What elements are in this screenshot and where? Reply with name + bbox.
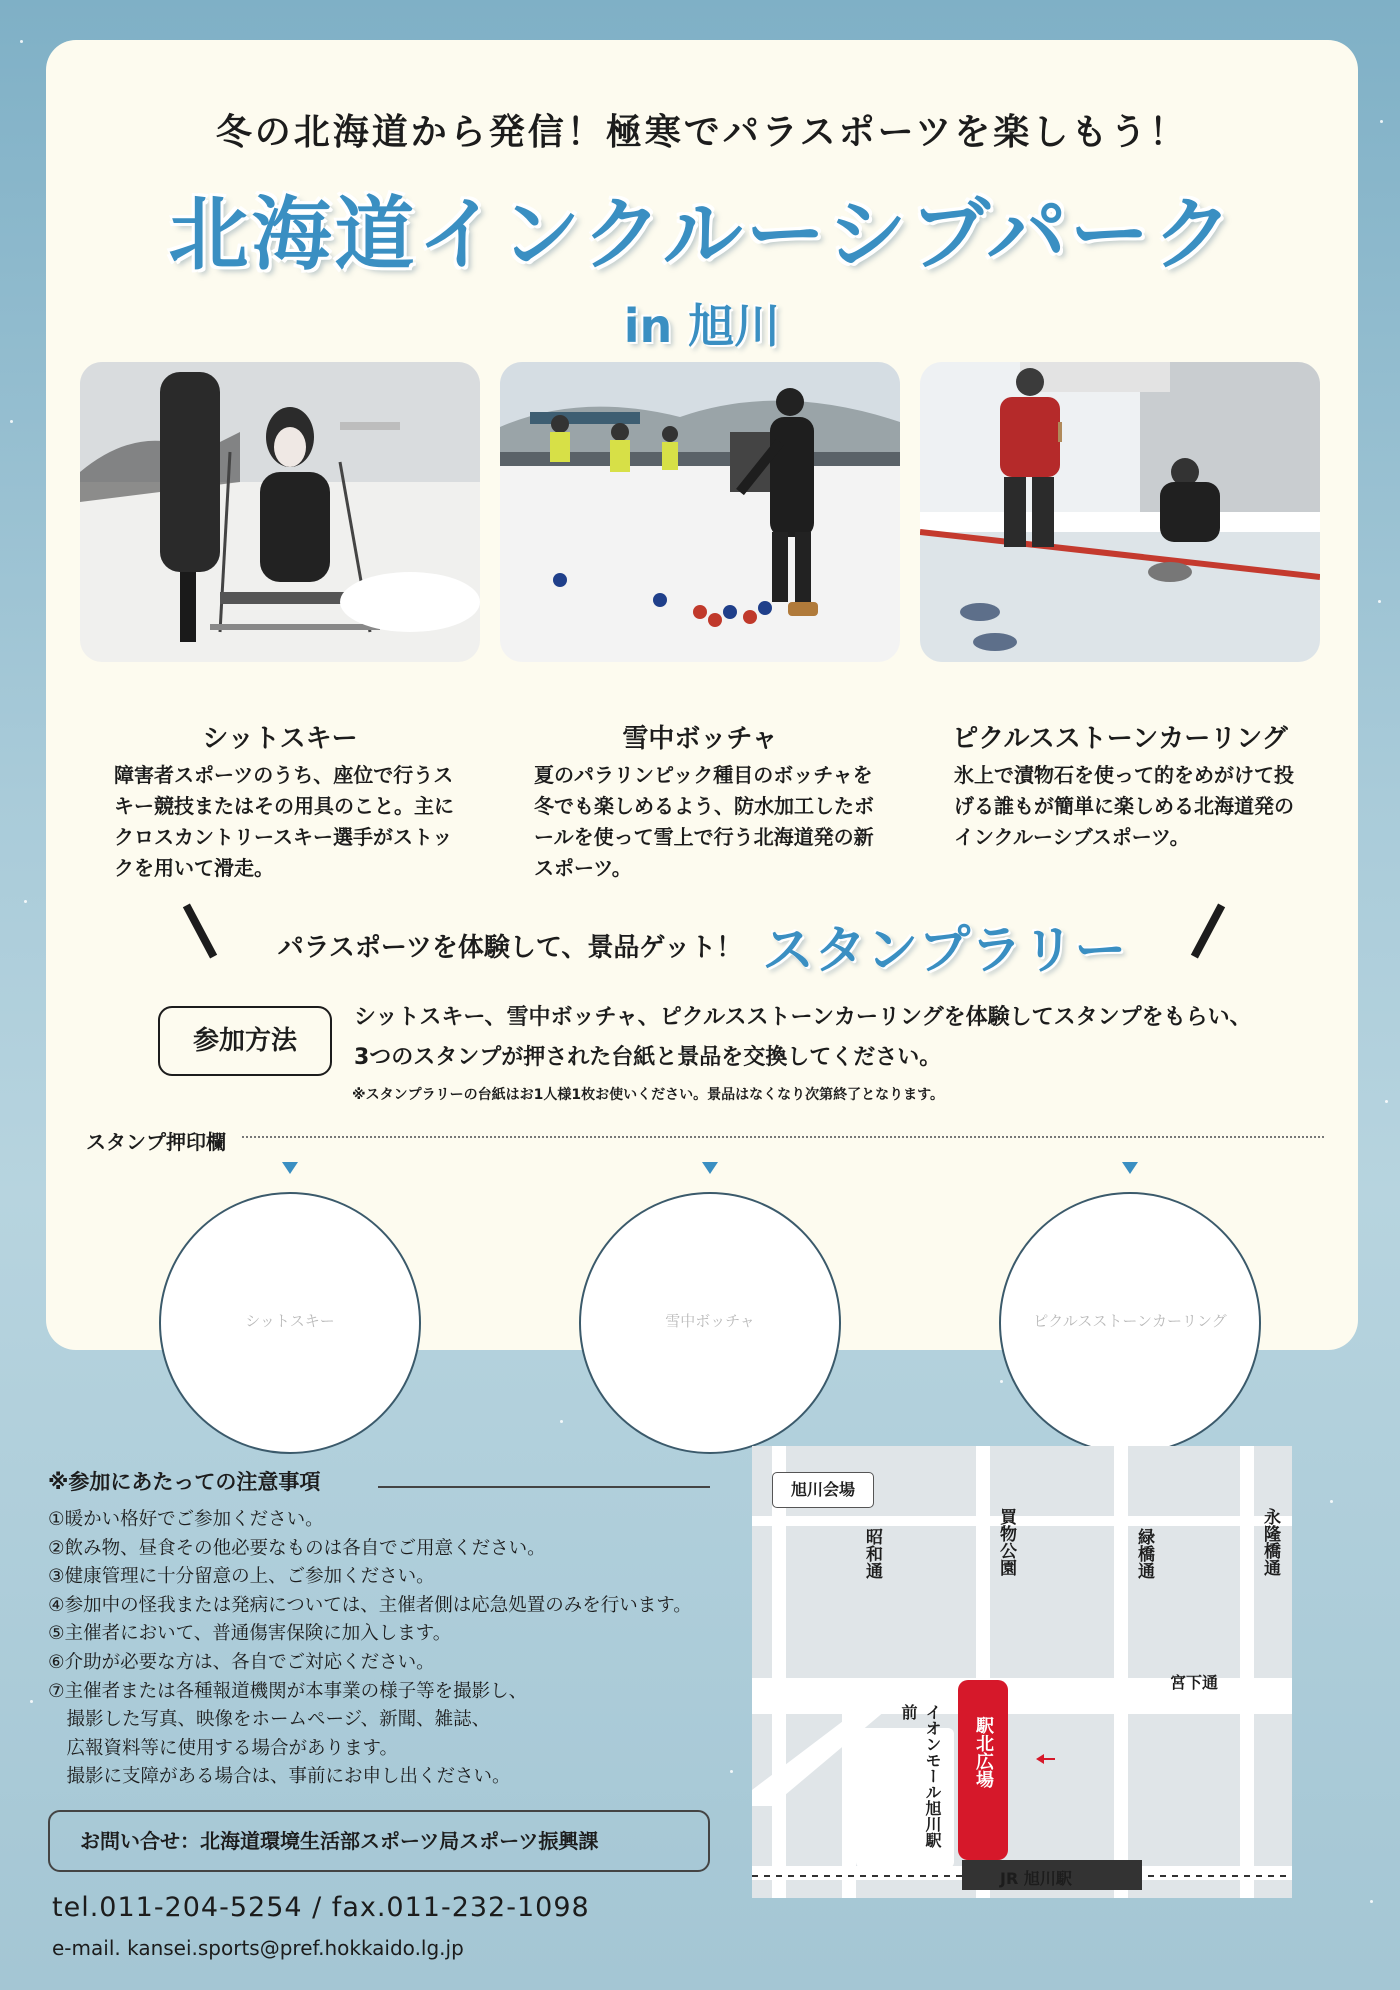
stamp-rally-title: スタンプラリー [762, 921, 1127, 981]
caution-item: ④参加中の怪我または発病については、主催者側は応急処置のみを行います。 [48, 1594, 692, 1616]
caution-item: 広報資料等に使用する場合があります。 [48, 1737, 399, 1759]
page-title: 北海道インクルーシブパーク [168, 188, 1236, 281]
map-station-label: JR 旭川駅 [1000, 1869, 1072, 1888]
map-street-label: 緑橋通 [1134, 1528, 1154, 1579]
flyer-card [46, 40, 1358, 1350]
caution-item: ②飲み物、昼食その他必要なものは各自でご用意ください。 [48, 1537, 546, 1559]
snow-boccia-photo [500, 362, 900, 662]
stamp-rally-note: ※スタンプラリーの台紙はお1人様1枚お使いください。景品はなくなり次第終了となります。 [352, 1087, 944, 1103]
caution-item: ①暖かい格好でご参加ください。 [48, 1509, 324, 1530]
sport-name-pickles-curling: ピクルスストーンカーリング [952, 724, 1288, 754]
contact-label: お問い合せ：北海道環境生活部スポーツ局スポーツ振興課 [48, 1810, 710, 1872]
pointer-icon [282, 1162, 298, 1174]
stamp-area-label: スタンプ押印欄 [86, 1130, 226, 1154]
stamp-slot-label: シットスキー [245, 1312, 335, 1330]
cautions-divider [378, 1486, 710, 1488]
stamp-slot-pickles-curling [999, 1192, 1261, 1454]
map-plaza [958, 1680, 1008, 1860]
tagline: 冬の北海道から発信！極寒でパラスポーツを楽しもう！ [215, 112, 1189, 153]
map-mall-label: イオンモール旭川駅前 [899, 1704, 942, 1848]
stamp-slot-snow-boccia [579, 1192, 841, 1454]
caution-item: ③健康管理に十分留意の上、ご参加ください。 [48, 1566, 435, 1588]
caution-item: ⑦主催者または各種報道機関が本事業の様子等を撮影し、 [48, 1680, 528, 1702]
map-street-label: 昭和通 [862, 1528, 882, 1579]
map-street-label: 宮下通 [1170, 1673, 1219, 1692]
caution-item: ⑤主催者において、普通傷害保険に加入します。 [48, 1623, 452, 1645]
contact-phone[interactable]: tel.011-204-5254 / fax.011-232-1098 [52, 1892, 590, 1923]
sport-name-snow-boccia: 雪中ボッチャ [622, 724, 778, 754]
caution-item: ⑥介助が必要な方は、各自でご対応ください。 [48, 1651, 435, 1673]
sport-desc-pickles-curling: 氷上で漬物石を使って的をめがけて投げる誰もが簡単に楽しめる北海道発のインクルーシブスポーツ。 [954, 763, 1294, 849]
cautions-list [48, 1506, 748, 1792]
map-street-label: 永隆橋通 [1260, 1508, 1280, 1576]
stamp-slot-label: 雪中ボッチャ [665, 1312, 755, 1330]
method-label: 参加方法 [158, 1006, 332, 1076]
sport-name-sit-ski: シットスキー [202, 724, 358, 754]
page-subtitle: in 旭川 [623, 299, 781, 353]
sport-desc-snow-boccia: 夏のパラリンピック種目のボッチャを冬でも楽しめるよう、防水加工したボールを使って雪上で行う北海道発の新スポーツ。 [534, 763, 874, 880]
stamp-rally-lead: パラスポーツを体験して、景品ゲット！ [277, 933, 743, 963]
method-text-line-1: シットスキー、雪中ボッチャ、ピクルスストーンカーリングを体験してスタンプをもらい、 [354, 1005, 1252, 1030]
cautions-title: ※参加にあたっての注意事項 [48, 1470, 321, 1494]
map-street-label: 買物公園 [996, 1508, 1016, 1576]
caution-item: 撮影した写真、映像をホームページ、新聞、雑誌、 [48, 1709, 491, 1731]
pointer-icon [1122, 1162, 1138, 1174]
caution-item: 撮影に支障がある場合は、事前にお申し出ください。 [48, 1766, 511, 1788]
map-venue-label: 旭川会場 [772, 1472, 874, 1508]
pickles-curling-photo [920, 362, 1320, 662]
contact-email[interactable]: e-mail. kansei.sports@pref.hokkaido.lg.jp [52, 1936, 464, 1960]
pointer-icon [702, 1162, 718, 1174]
sit-ski-photo [80, 362, 480, 662]
stamp-area-divider [242, 1136, 1324, 1138]
sport-desc-sit-ski: 障害者スポーツのうち、座位で行うスキー競技またはその用具のこと。主にクロスカントリースキー選手がストックを用いて滑走。 [114, 763, 454, 880]
method-text [354, 998, 1314, 1078]
stamp-slot-sit-ski [159, 1192, 421, 1454]
map-plaza-label: 駅北広場 [973, 1716, 994, 1788]
venue-map [752, 1446, 1292, 1898]
stamp-slot-label: ピクルスストーンカーリング [1033, 1312, 1227, 1330]
method-text-line-2: 3つのスタンプが押された台紙と景品を交換してください。 [354, 1045, 942, 1070]
stamp-rally-header [46, 908, 1358, 983]
